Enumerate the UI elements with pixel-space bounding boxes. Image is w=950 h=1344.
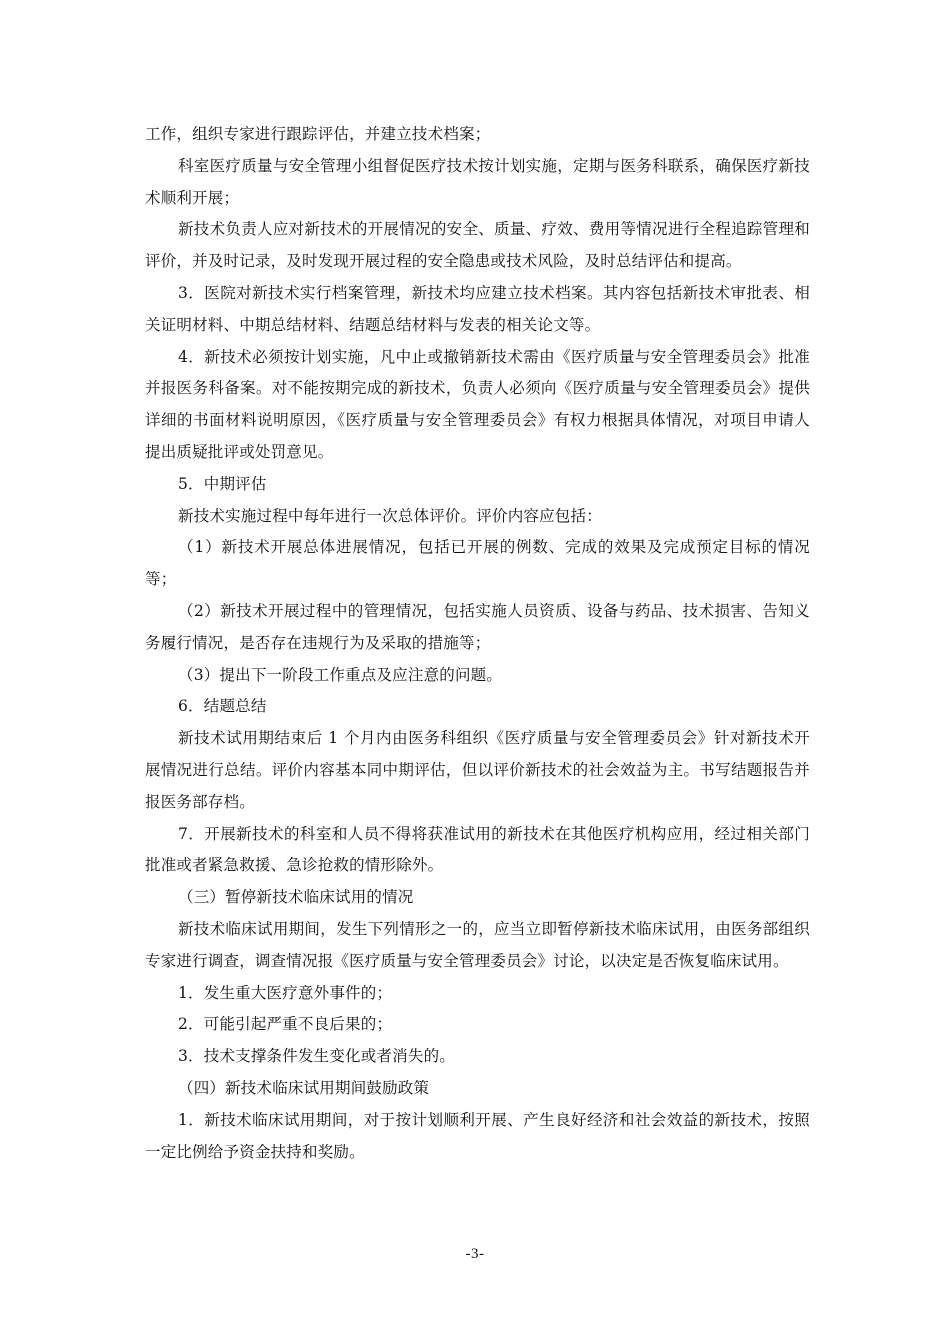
paragraph: 3．技术支撑条件发生变化或者消失的。 bbox=[178, 1047, 455, 1066]
paragraph: 新技术试用期结束后 1 个月内由医务科组织《医疗质量与安全管理委员会》针对新技术开展情况进行总结。评价内容基本同中期评估，但以评价新技术的社会效益为主。书写结题报告并报医务部存档。 bbox=[145, 729, 810, 811]
paragraph: 新技术负责人应对新技术的开展情况的安全、质量、疗效、费用等情况进行全程追踪管理和评价，并及时记录，及时发现开展过程的安全隐患或技术风险，及时总结评估和提高。 bbox=[145, 220, 810, 271]
paragraph: （四）新技术临床试用期间鼓励政策 bbox=[178, 1078, 430, 1097]
paragraph: 新技术临床试用期间，发生下列情形之一的，应当立即暂停新技术临床试用，由医务部组织专家进行调查，调查情况报《医疗质量与安全管理委员会》讨论，以决定是否恢复临床试用。 bbox=[145, 919, 810, 970]
paragraph: （1）新技术开展总体进展情况，包括已开展的例数、完成的效果及完成预定目标的情况等； bbox=[145, 538, 810, 589]
paragraph: （三）暂停新技术临床试用的情况 bbox=[178, 888, 414, 907]
paragraph: 2．可能引起严重不良后果的； bbox=[178, 1015, 393, 1034]
paragraph: 7．开展新技术的科室和人员不得将获准试用的新技术在其他医疗机构应用，经过相关部门批准或者紧急救援、急诊抢救的情形除外。 bbox=[145, 824, 810, 875]
paragraph: 科室医疗质量与安全管理小组督促医疗技术按计划实施，定期与医务科联系，确保医疗新技术顺利开展； bbox=[145, 156, 810, 207]
paragraph: 1．发生重大医疗意外事件的； bbox=[178, 983, 393, 1002]
page-number: -3- bbox=[465, 1246, 485, 1262]
document-body bbox=[145, 119, 810, 1168]
paragraph: 新技术实施过程中每年进行一次总体评价。评价内容应包括： bbox=[178, 506, 602, 525]
paragraph: 5．中期评估 bbox=[178, 474, 267, 493]
paragraph: （3）提出下一阶段工作重点及应注意的问题。 bbox=[178, 665, 503, 684]
paragraph: 6．结题总结 bbox=[178, 697, 267, 716]
paragraph: 1．新技术临床试用期间，对于按计划顺利开展、产生良好经济和社会效益的新技术，按照一定比例给予资金扶持和奖励。 bbox=[145, 1110, 810, 1161]
paragraph: 3．医院对新技术实行档案管理，新技术均应建立技术档案。其内容包括新技术审批表、相关证明材料、中期总结材料、结题总结材料与发表的相关论文等。 bbox=[145, 283, 810, 334]
paragraph: （2）新技术开展过程中的管理情况，包括实施人员资质、设备与药品、技术损害、告知义务履行情况，是否存在违规行为及采取的措施等； bbox=[145, 601, 810, 652]
paragraph: 4．新技术必须按计划实施，凡中止或撤销新技术需由《医疗质量与安全管理委员会》批准并报医务科备案。对不能按期完成的新技术，负责人必须向《医疗质量与安全管理委员会》提供详细的书面材料说明原因，《医疗质量与安全管理委员会》有权力根据具体情况，对项目申请人提出质疑批评或处罚意见。 bbox=[145, 347, 810, 461]
paragraph: 工作，组织专家进行跟踪评估，并建立技术档案； bbox=[145, 125, 491, 143]
